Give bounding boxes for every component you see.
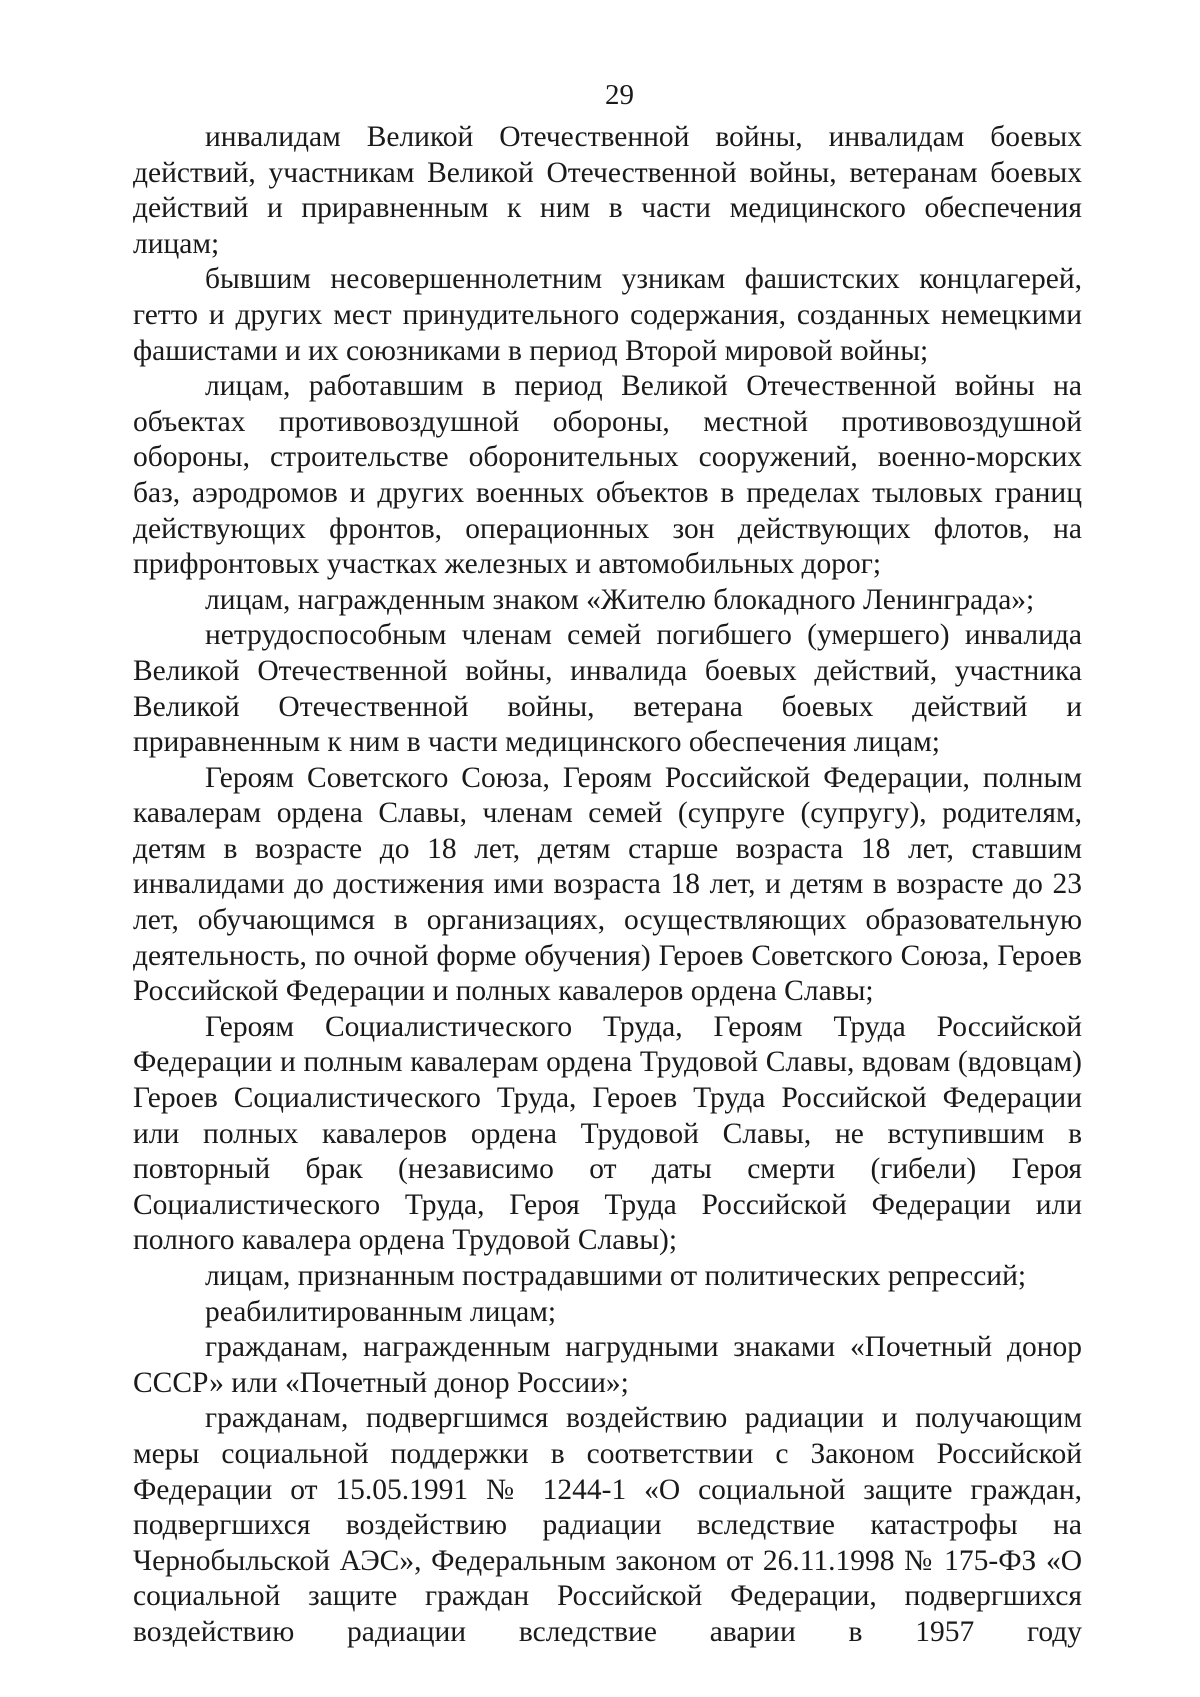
- paragraph: инвалидам Великой Отечественной войны, инвалидам боевых действий, участникам Великой Отечественной войны, ветеранам боевых действий и приравненным к ним в части медицинского обеспечения лицам;: [133, 121, 1082, 260]
- paragraph: нетрудоспособным членам семей погибшего (умершего) инвалида Великой Отечественной войны, инвалида боевых действий, участника Великой Отечественной войны, ветерана боевых действий и приравненным к ним в части медицинского обеспечения лицам;: [133, 619, 1082, 759]
- page-number: 29: [605, 79, 634, 111]
- paragraph: лицам, работавшим в период Великой Отечественной войны на объектах противовоздушной обороны, местной противовоздушной обороны, строительстве оборонительных сооружений, военно-морских баз, аэродромов и других военных объектов в пределах тыловых границ действующих фронтов, операционных зон действующих флотов, на прифронтовых участках железных и автомобильных дорог;: [133, 370, 1082, 581]
- paragraph: бывшим несовершеннолетним узникам фашистских концлагерей, гетто и других мест принудительного содержания, созданных немецкими фашистами и их союзниками в период Второй мировой войны;: [133, 263, 1082, 367]
- paragraph: гражданам, подвергшимся воздействию радиации и получающим меры социальной поддержки в соответствии с Законом Российской Федерации от 15.05.1991 № 1244-1 «О социальной защите граждан, подвергшихся воздействию радиации вследствие катастрофы на Чернобыльской АЭС», Федеральным законом от 26.11.1998 № 175-ФЗ «О социальной защите граждан Российской Федерации, подвергшихся воздействию радиации вследствие аварии в 1957 году: [133, 1402, 1082, 1648]
- paragraph: Героям Советского Союза, Героям Российской Федерации, полным кавалерам ордена Славы, членам семей (супруге (супругу), родителям, детям в возрасте до 18 лет, детям старше возраста 18 лет, ставшим инвалидами до достижения ими возраста 18 лет, и детям в возрасте до 23 лет, обучающимся в организациях, осуществляющих образовательную деятельность, по очной форме обучения) Героев Советского Союза, Героев Российской Федерации и полных кавалеров ордена Славы;: [133, 761, 1082, 1008]
- paragraph: лицам, признанным пострадавшими от политических репрессий;: [205, 1260, 1027, 1292]
- paragraph: лицам, награжденным знаком «Жителю блокадного Ленинграда»;: [205, 583, 1035, 616]
- paragraph: гражданам, награжденным нагрудными знаками «Почетный донор СССР» или «Почетный донор России»;: [133, 1331, 1082, 1399]
- paragraph: реабилитированным лицам;: [205, 1295, 557, 1328]
- document-body: [133, 120, 1082, 1651]
- paragraph: Героям Социалистического Труда, Героям Труда Российской Федерации и полным кавалерам ордена Трудовой Славы, вдовам (вдовцам) Героев Социалистического Труда, Героев Труда Российской Федерации или полных кавалеров ордена Трудовой Славы, не вступившим в повторный брак (независимо от даты смерти (гибели) Героя Социалистического Труда, Героя Труда Российской Федерации или полного кавалера ордена Трудовой Славы);: [133, 1010, 1082, 1257]
